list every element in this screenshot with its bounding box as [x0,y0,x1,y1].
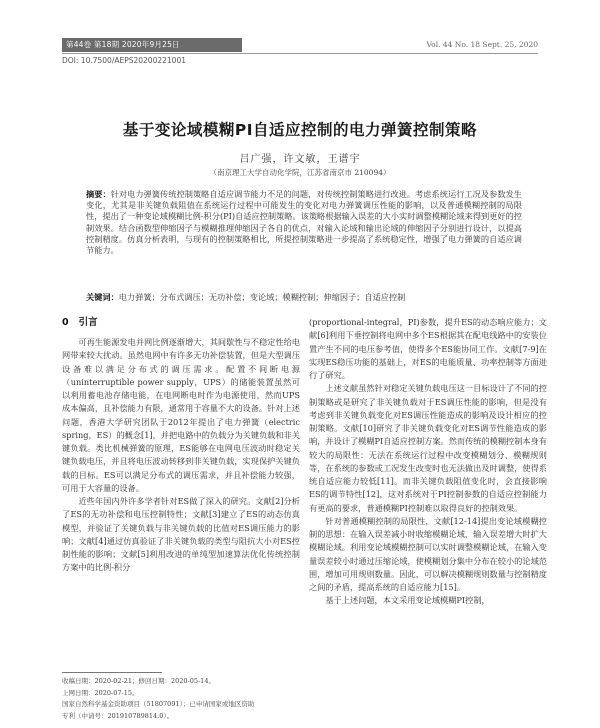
right-column [309,316,547,608]
paragraph: 可再生能源发电并网比例逐渐增大，其间歇性与不稳定性给电网带来较大扰动。虽然电网中有许多无功补偿装置，但是大型调压设备难以满足分布式的调压需求。配置不间断电源（uninterruptible power supply，UPS）的储能装置虽然可以利用蓄电池存储电能，在电网断电时作为电源使用，然而UPS成本偏高，且补偿能力有限，通常用于容量不大的设备。针对上述问题，香港大学研究团队于2012年提出了电力弹簧（electric spring，ES）的概念[1]，并把电路中的负载分为关键负载和非关键负载。类比机械弹簧的原理，ES能够在电网电压波动时稳定关键负载电压，并且将电压波动转移到非关键负载，实现保护关键负载的目标。ES可以满足分布式的调压需求，并且补偿能力较强，可用于大容量的设备。 [62,337,300,493]
section-number: 0 [62,317,69,328]
paragraph: 针对普通模糊控制的局限性，文献[12-14]提出变论域模糊控制的思想：在输入误差减小时收缩模糊论域，输入误差增大时扩大模糊论域。利用变论域模糊控制可以实时调整模糊论域，在输入变量误差较小时通过压缩论域，使模糊划分集中分布在较小的论域范围，增加可用规则数量。因此，可以解决模糊规则数量与控制精度之间的矛盾，提高系统的自适应能力[15]。 [309,515,547,592]
journal-volume: Vol. 44 No. 18 Sept. 25, 2020 [426,40,538,49]
footnote-patent: 专利（中请号：201910789814.0）。 [62,711,174,720]
abstract-text: 针对电力弹簧传统控制策略自适应调节能力不足的问题，对传统控制策略进行改进。考虑系统运行工况及参数发生变化，尤其是非关键负载阻值在系统运行过程中可能发生的变化对电力弹簧调压性能的影响，以及普通模糊控制的局限性，提出了一种变论域模糊比例-积分(PI)自适应控制策略。该策略根据输入误差的大小实时调整模糊论域来得到更好的控制效果。结合函数型伸缩因子与模糊推理伸缩因子各自的优点，对输入论域和输出论域的伸缩因子分别进行设计，以提高控制精度。仿真分析表明，与现有的控制策略相比，所提控制策略进一步提高了系统稳定性，增强了电力弹簧的自适应调节能力。 [86,189,522,256]
footnote-divider [62,672,162,673]
journal-issue-bar: 第44卷 第18期 2020年9月25日 [62,38,242,52]
abstract-label: 摘要： [86,189,111,199]
section-heading [62,316,300,330]
footnotes [62,676,300,722]
paragraph: 上述文献虽然针对稳定关键负载电压这一目标设计了不同的控制策略或是研究了非关键负载对于ES调压性能的影响，但是没有考虑到非关键负载变化对ES调压性能造成的影响及设计相应的控制策略。文献[10]研究了非关键负载变化对ES调节性能造成的影响，并设计了模糊PI自适应控制方案。然而传统的模糊控制本身有较大的局限性：无法在系统运行过程中改变模糊划分、模糊规则等，在系统的参数或工况发生改变时也无法做出及时调整，使得系统自适应能力较低[11]。而非关键负载阻值变化时，会直接影响ES的调节特性[12]，这对系统对于PI控制参数的自适应控制能力有更高的要求，普通模糊PI控制难以取得良好的控制效果。 [309,383,547,513]
header-divider [62,53,538,54]
keywords-label: 关键词： [86,292,119,302]
section-title: 引言 [78,317,98,328]
left-column [62,316,300,575]
footnote-received: 收稿日期：2020-02-21；修回日期：2020-05-14。 [62,677,215,685]
affiliation: （南京理工大学自动化学院，江苏省南京市 210094） [209,168,391,177]
paragraph: 基于上述问题，本文采用变论域模糊PI控制， [325,595,490,606]
paragraph: (proportional-integral，PI)参数，提升ES的动态响应能力；文献[6]利用下垂控制将电网中多个ES根据其在配电线路中的安装位置产生不同的电压参考值，使得多个ES能协同工作。文献[7-9]在实现ES稳压功能的基础上，对ES的电能质量、功率控制等方面进行了研究。 [309,317,547,380]
keywords [86,292,522,303]
footnote-funding: 国家自然科学基金资助项目（51807091）；已申请国家或地区资助 [62,700,255,708]
paragraph: 近些年国内外许多学者针对ES做了深入的研究。文献[2]分析了ES的无功补偿和电压控制特性；文献[3]建立了ES的动态仿真模型，并验证了关键负载与非关键负载的比值对ES调压能力的影响；文献[4]通过仿真验证了非关键负载的类型与阻抗大小对ES控制性能的影响；文献[5]利用改进的单纯型加速算法优化传统控制方案中的比例-积分 [62,496,300,573]
paper-title: 基于变论域模糊PI自适应控制的电力弹簧控制策略 [122,121,478,139]
keywords-text: 电力弹簧；分布式调压；无功补偿；变论域；模糊控制；伸缩因子；自适应控制 [118,292,406,302]
authors: 吕广强，许文敏，王谱宇 [239,154,361,165]
footnote-online: 上网日期：2020-07-15。 [62,688,139,697]
doi[interactable]: DOI: 10.7500/AEPS20200221001 [62,56,186,65]
abstract [86,189,522,256]
